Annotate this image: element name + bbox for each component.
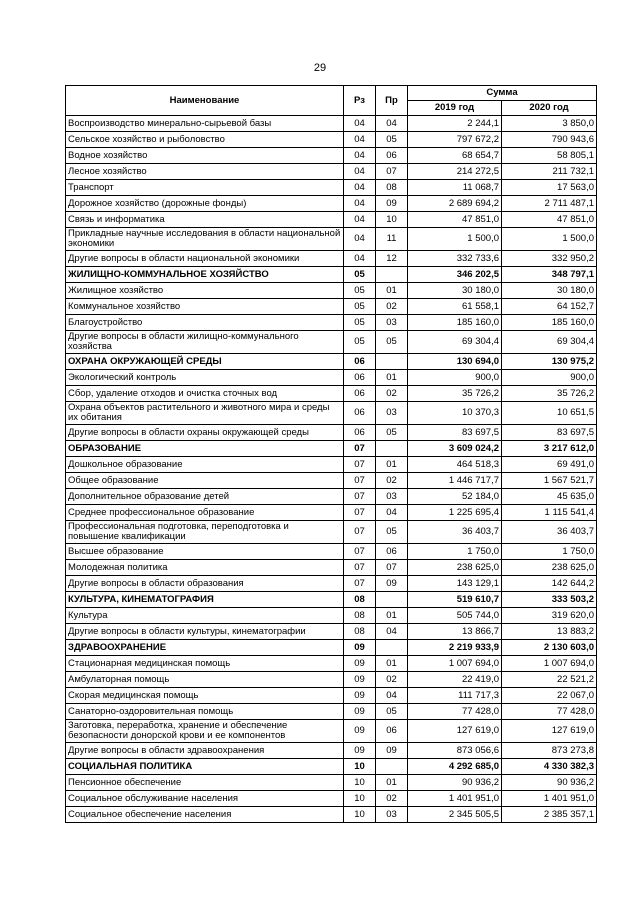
row-rz: 10 xyxy=(344,759,376,775)
table-row xyxy=(66,228,597,251)
row-value-2020: 332 950,2 xyxy=(502,251,597,267)
row-name: Коммунальное хозяйство xyxy=(66,299,344,315)
table-row xyxy=(66,608,597,624)
row-name: Амбулаторная помощь xyxy=(66,672,344,688)
table-row xyxy=(66,164,597,180)
row-value-2020: 45 635,0 xyxy=(502,489,597,505)
row-value-2020: 35 726,2 xyxy=(502,386,597,402)
row-value-2019: 61 558,1 xyxy=(408,299,502,315)
page-number: 29 xyxy=(313,62,327,74)
row-value-2020: 2 130 603,0 xyxy=(502,640,597,656)
table-row xyxy=(66,148,597,164)
row-pr: 12 xyxy=(376,251,408,267)
header-rz: Рз xyxy=(344,86,376,116)
row-value-2019: 2 689 694,2 xyxy=(408,196,502,212)
row-value-2020: 1 750,0 xyxy=(502,544,597,560)
row-value-2019: 143 129,1 xyxy=(408,576,502,592)
row-rz: 04 xyxy=(344,132,376,148)
row-rz: 08 xyxy=(344,592,376,608)
row-value-2019: 77 428,0 xyxy=(408,704,502,720)
row-rz: 09 xyxy=(344,704,376,720)
row-value-2019: 35 726,2 xyxy=(408,386,502,402)
row-value-2020: 238 625,0 xyxy=(502,560,597,576)
row-pr: 02 xyxy=(376,791,408,807)
table-row xyxy=(66,132,597,148)
row-rz: 05 xyxy=(344,299,376,315)
row-name: Пенсионное обеспечение xyxy=(66,775,344,791)
table-row xyxy=(66,688,597,704)
row-name: СОЦИАЛЬНАЯ ПОЛИТИКА xyxy=(66,759,344,775)
row-name: Молодежная политика xyxy=(66,560,344,576)
header-sum: Сумма xyxy=(408,86,597,101)
row-pr: 04 xyxy=(376,505,408,521)
row-value-2019: 36 403,7 xyxy=(408,521,502,544)
row-pr: 10 xyxy=(376,212,408,228)
row-value-2020: 3 217 612,0 xyxy=(502,441,597,457)
row-value-2020: 130 975,2 xyxy=(502,354,597,370)
table-row xyxy=(66,370,597,386)
row-name: Сбор, удаление отходов и очистка сточных вод xyxy=(66,386,344,402)
table-row xyxy=(66,592,597,608)
table-body xyxy=(66,116,597,823)
row-name: Другие вопросы в области охраны окружающей среды xyxy=(66,425,344,441)
row-pr: 02 xyxy=(376,299,408,315)
row-pr xyxy=(376,759,408,775)
row-rz: 04 xyxy=(344,251,376,267)
row-value-2019: 238 625,0 xyxy=(408,560,502,576)
row-name: Другие вопросы в области здравоохранения xyxy=(66,743,344,759)
row-value-2020: 58 805,1 xyxy=(502,148,597,164)
row-value-2019: 4 292 685,0 xyxy=(408,759,502,775)
row-value-2019: 185 160,0 xyxy=(408,315,502,331)
row-pr: 06 xyxy=(376,544,408,560)
row-name: ОХРАНА ОКРУЖАЮЩЕЙ СРЕДЫ xyxy=(66,354,344,370)
row-rz: 05 xyxy=(344,331,376,354)
row-value-2019: 3 609 024,2 xyxy=(408,441,502,457)
row-value-2020: 1 500,0 xyxy=(502,228,597,251)
row-value-2019: 332 733,6 xyxy=(408,251,502,267)
row-rz: 04 xyxy=(344,228,376,251)
row-value-2020: 83 697,5 xyxy=(502,425,597,441)
row-value-2020: 790 943,6 xyxy=(502,132,597,148)
row-pr: 05 xyxy=(376,704,408,720)
row-rz: 04 xyxy=(344,180,376,196)
table-row xyxy=(66,807,597,823)
row-value-2019: 130 694,0 xyxy=(408,354,502,370)
row-rz: 09 xyxy=(344,672,376,688)
row-rz: 06 xyxy=(344,402,376,425)
table-row xyxy=(66,441,597,457)
row-rz: 05 xyxy=(344,283,376,299)
table-row xyxy=(66,505,597,521)
row-value-2019: 1 500,0 xyxy=(408,228,502,251)
row-pr: 06 xyxy=(376,720,408,743)
row-value-2019: 13 866,7 xyxy=(408,624,502,640)
row-name: Дорожное хозяйство (дорожные фонды) xyxy=(66,196,344,212)
row-name: Другие вопросы в области образования xyxy=(66,576,344,592)
row-name: Дополнительное образование детей xyxy=(66,489,344,505)
table-row xyxy=(66,544,597,560)
row-value-2019: 11 068,7 xyxy=(408,180,502,196)
row-rz: 05 xyxy=(344,315,376,331)
budget-table xyxy=(65,85,597,823)
row-value-2019: 68 654,7 xyxy=(408,148,502,164)
row-value-2020: 333 503,2 xyxy=(502,592,597,608)
row-rz: 07 xyxy=(344,457,376,473)
row-name: Другие вопросы в области жилищно-коммунального хозяйства xyxy=(66,331,344,354)
row-name: Скорая медицинская помощь xyxy=(66,688,344,704)
header-name: Наименование xyxy=(66,86,344,116)
row-value-2020: 319 620,0 xyxy=(502,608,597,624)
row-value-2020: 17 563,0 xyxy=(502,180,597,196)
row-value-2020: 22 067,0 xyxy=(502,688,597,704)
row-value-2020: 1 567 521,7 xyxy=(502,473,597,489)
row-value-2020: 90 936,2 xyxy=(502,775,597,791)
row-value-2019: 900,0 xyxy=(408,370,502,386)
row-name: Сельское хозяйство и рыболовство xyxy=(66,132,344,148)
row-value-2019: 2 219 933,9 xyxy=(408,640,502,656)
row-pr: 05 xyxy=(376,331,408,354)
row-value-2020: 3 850,0 xyxy=(502,116,597,132)
row-name: Транспорт xyxy=(66,180,344,196)
row-rz: 04 xyxy=(344,212,376,228)
row-value-2020: 348 797,1 xyxy=(502,267,597,283)
table-row xyxy=(66,425,597,441)
row-pr: 06 xyxy=(376,148,408,164)
table-row xyxy=(66,576,597,592)
table-header xyxy=(66,86,597,116)
row-pr: 02 xyxy=(376,672,408,688)
row-value-2019: 1 007 694,0 xyxy=(408,656,502,672)
row-rz: 06 xyxy=(344,354,376,370)
row-rz: 04 xyxy=(344,196,376,212)
row-name: ЖИЛИЩНО-КОММУНАЛЬНОЕ ХОЗЯЙСТВО xyxy=(66,267,344,283)
row-name: Водное хозяйство xyxy=(66,148,344,164)
row-pr: 07 xyxy=(376,164,408,180)
row-value-2019: 127 619,0 xyxy=(408,720,502,743)
row-value-2019: 2 244,1 xyxy=(408,116,502,132)
row-value-2020: 127 619,0 xyxy=(502,720,597,743)
row-pr: 05 xyxy=(376,521,408,544)
row-pr: 01 xyxy=(376,775,408,791)
row-value-2020: 69 304,4 xyxy=(502,331,597,354)
row-name: Другие вопросы в области национальной экономики xyxy=(66,251,344,267)
row-value-2019: 10 370,3 xyxy=(408,402,502,425)
table-row xyxy=(66,402,597,425)
row-rz: 04 xyxy=(344,164,376,180)
table-row xyxy=(66,331,597,354)
table-row xyxy=(66,560,597,576)
row-rz: 07 xyxy=(344,544,376,560)
header-year-2020: 2020 год xyxy=(502,101,597,116)
row-rz: 05 xyxy=(344,267,376,283)
header-year-2019: 2019 год xyxy=(408,101,502,116)
row-name: Связь и информатика xyxy=(66,212,344,228)
row-pr: 05 xyxy=(376,132,408,148)
table-row xyxy=(66,283,597,299)
row-name: Другие вопросы в области культуры, кинематографии xyxy=(66,624,344,640)
row-pr: 01 xyxy=(376,283,408,299)
table-row xyxy=(66,521,597,544)
table-row xyxy=(66,212,597,228)
row-value-2019: 2 345 505,5 xyxy=(408,807,502,823)
row-value-2020: 47 851,0 xyxy=(502,212,597,228)
table-row xyxy=(66,267,597,283)
row-value-2019: 83 697,5 xyxy=(408,425,502,441)
row-pr xyxy=(376,441,408,457)
row-name: ОБРАЗОВАНИЕ xyxy=(66,441,344,457)
row-value-2019: 797 672,2 xyxy=(408,132,502,148)
table-row xyxy=(66,354,597,370)
row-name: Лесное хозяйство xyxy=(66,164,344,180)
row-pr xyxy=(376,592,408,608)
row-pr: 03 xyxy=(376,315,408,331)
row-pr: 05 xyxy=(376,425,408,441)
row-value-2020: 900,0 xyxy=(502,370,597,386)
table-row xyxy=(66,386,597,402)
table-row xyxy=(66,656,597,672)
row-rz: 10 xyxy=(344,807,376,823)
row-rz: 07 xyxy=(344,560,376,576)
row-value-2020: 69 491,0 xyxy=(502,457,597,473)
row-value-2020: 1 007 694,0 xyxy=(502,656,597,672)
row-value-2020: 142 644,2 xyxy=(502,576,597,592)
table-row xyxy=(66,457,597,473)
row-rz: 07 xyxy=(344,473,376,489)
row-value-2019: 464 518,3 xyxy=(408,457,502,473)
row-value-2019: 346 202,5 xyxy=(408,267,502,283)
table-row xyxy=(66,116,597,132)
row-value-2019: 505 744,0 xyxy=(408,608,502,624)
row-value-2020: 1 115 541,4 xyxy=(502,505,597,521)
row-name: Среднее профессиональное образование xyxy=(66,505,344,521)
row-name: Социальное обеспечение населения xyxy=(66,807,344,823)
row-name: КУЛЬТУРА, КИНЕМАТОГРАФИЯ xyxy=(66,592,344,608)
row-pr: 09 xyxy=(376,196,408,212)
row-value-2019: 519 610,7 xyxy=(408,592,502,608)
row-name: Охрана объектов растительного и животного мира и среды их обитания xyxy=(66,402,344,425)
table-row xyxy=(66,672,597,688)
row-pr: 11 xyxy=(376,228,408,251)
row-value-2019: 1 401 951,0 xyxy=(408,791,502,807)
row-name: Воспроизводство минерально-сырьевой базы xyxy=(66,116,344,132)
row-value-2019: 1 750,0 xyxy=(408,544,502,560)
row-rz: 06 xyxy=(344,370,376,386)
row-name: Жилищное хозяйство xyxy=(66,283,344,299)
row-rz: 09 xyxy=(344,640,376,656)
row-name: Прикладные научные исследования в области национальной экономики xyxy=(66,228,344,251)
table-row xyxy=(66,196,597,212)
row-rz: 07 xyxy=(344,576,376,592)
row-rz: 06 xyxy=(344,386,376,402)
row-name: Профессиональная подготовка, переподготовка и повышение квалификации xyxy=(66,521,344,544)
row-name: Благоустройство xyxy=(66,315,344,331)
row-pr: 03 xyxy=(376,489,408,505)
row-value-2019: 22 419,0 xyxy=(408,672,502,688)
table-row xyxy=(66,489,597,505)
row-pr: 07 xyxy=(376,560,408,576)
table-row xyxy=(66,640,597,656)
row-value-2019: 1 225 695,4 xyxy=(408,505,502,521)
row-value-2020: 2 711 487,1 xyxy=(502,196,597,212)
row-rz: 08 xyxy=(344,608,376,624)
row-value-2020: 10 651,5 xyxy=(502,402,597,425)
row-rz: 04 xyxy=(344,148,376,164)
row-pr xyxy=(376,640,408,656)
table-row xyxy=(66,791,597,807)
row-value-2020: 4 330 382,3 xyxy=(502,759,597,775)
row-value-2020: 36 403,7 xyxy=(502,521,597,544)
table-row xyxy=(66,624,597,640)
row-pr: 04 xyxy=(376,116,408,132)
row-value-2020: 873 273,8 xyxy=(502,743,597,759)
row-name: Санаторно-оздоровительная помощь xyxy=(66,704,344,720)
row-name: Экологический контроль xyxy=(66,370,344,386)
table-row xyxy=(66,473,597,489)
row-pr: 09 xyxy=(376,743,408,759)
row-rz: 07 xyxy=(344,521,376,544)
row-value-2020: 13 883,2 xyxy=(502,624,597,640)
row-pr xyxy=(376,267,408,283)
row-rz: 09 xyxy=(344,688,376,704)
row-value-2019: 52 184,0 xyxy=(408,489,502,505)
row-rz: 04 xyxy=(344,116,376,132)
row-value-2019: 69 304,4 xyxy=(408,331,502,354)
table-row xyxy=(66,299,597,315)
row-value-2019: 214 272,5 xyxy=(408,164,502,180)
row-value-2020: 211 732,1 xyxy=(502,164,597,180)
row-pr: 03 xyxy=(376,807,408,823)
row-name: Стационарная медицинская помощь xyxy=(66,656,344,672)
header-pr: Пр xyxy=(376,86,408,116)
table-row xyxy=(66,775,597,791)
row-pr xyxy=(376,354,408,370)
table-row xyxy=(66,315,597,331)
row-name: Общее образование xyxy=(66,473,344,489)
row-rz: 09 xyxy=(344,743,376,759)
row-rz: 06 xyxy=(344,425,376,441)
row-pr: 01 xyxy=(376,608,408,624)
row-value-2020: 1 401 951,0 xyxy=(502,791,597,807)
row-value-2019: 47 851,0 xyxy=(408,212,502,228)
table-row xyxy=(66,251,597,267)
row-rz: 09 xyxy=(344,656,376,672)
row-pr: 04 xyxy=(376,624,408,640)
row-pr: 01 xyxy=(376,656,408,672)
row-value-2019: 1 446 717,7 xyxy=(408,473,502,489)
row-rz: 07 xyxy=(344,489,376,505)
row-name: Культура xyxy=(66,608,344,624)
table-row xyxy=(66,743,597,759)
row-rz: 09 xyxy=(344,720,376,743)
row-name: Социальное обслуживание населения xyxy=(66,791,344,807)
row-pr: 04 xyxy=(376,688,408,704)
row-pr: 09 xyxy=(376,576,408,592)
row-name: Дошкольное образование xyxy=(66,457,344,473)
table-row xyxy=(66,180,597,196)
row-rz: 07 xyxy=(344,441,376,457)
row-value-2019: 30 180,0 xyxy=(408,283,502,299)
row-value-2019: 873 056,6 xyxy=(408,743,502,759)
row-value-2020: 77 428,0 xyxy=(502,704,597,720)
row-rz: 08 xyxy=(344,624,376,640)
row-name: Заготовка, переработка, хранение и обеспечение безопасности донорской крови и ее компонентов xyxy=(66,720,344,743)
row-pr: 03 xyxy=(376,402,408,425)
row-name: Высшее образование xyxy=(66,544,344,560)
row-rz: 07 xyxy=(344,505,376,521)
row-rz: 10 xyxy=(344,775,376,791)
row-value-2020: 30 180,0 xyxy=(502,283,597,299)
row-value-2020: 185 160,0 xyxy=(502,315,597,331)
row-pr: 02 xyxy=(376,473,408,489)
row-pr: 02 xyxy=(376,386,408,402)
row-pr: 01 xyxy=(376,457,408,473)
row-value-2020: 2 385 357,1 xyxy=(502,807,597,823)
table-row xyxy=(66,704,597,720)
table-row xyxy=(66,759,597,775)
row-pr: 01 xyxy=(376,370,408,386)
row-value-2020: 64 152,7 xyxy=(502,299,597,315)
row-value-2019: 111 717,3 xyxy=(408,688,502,704)
row-pr: 08 xyxy=(376,180,408,196)
row-value-2020: 22 521,2 xyxy=(502,672,597,688)
table-row xyxy=(66,720,597,743)
row-rz: 10 xyxy=(344,791,376,807)
row-name: ЗДРАВООХРАНЕНИЕ xyxy=(66,640,344,656)
row-value-2019: 90 936,2 xyxy=(408,775,502,791)
